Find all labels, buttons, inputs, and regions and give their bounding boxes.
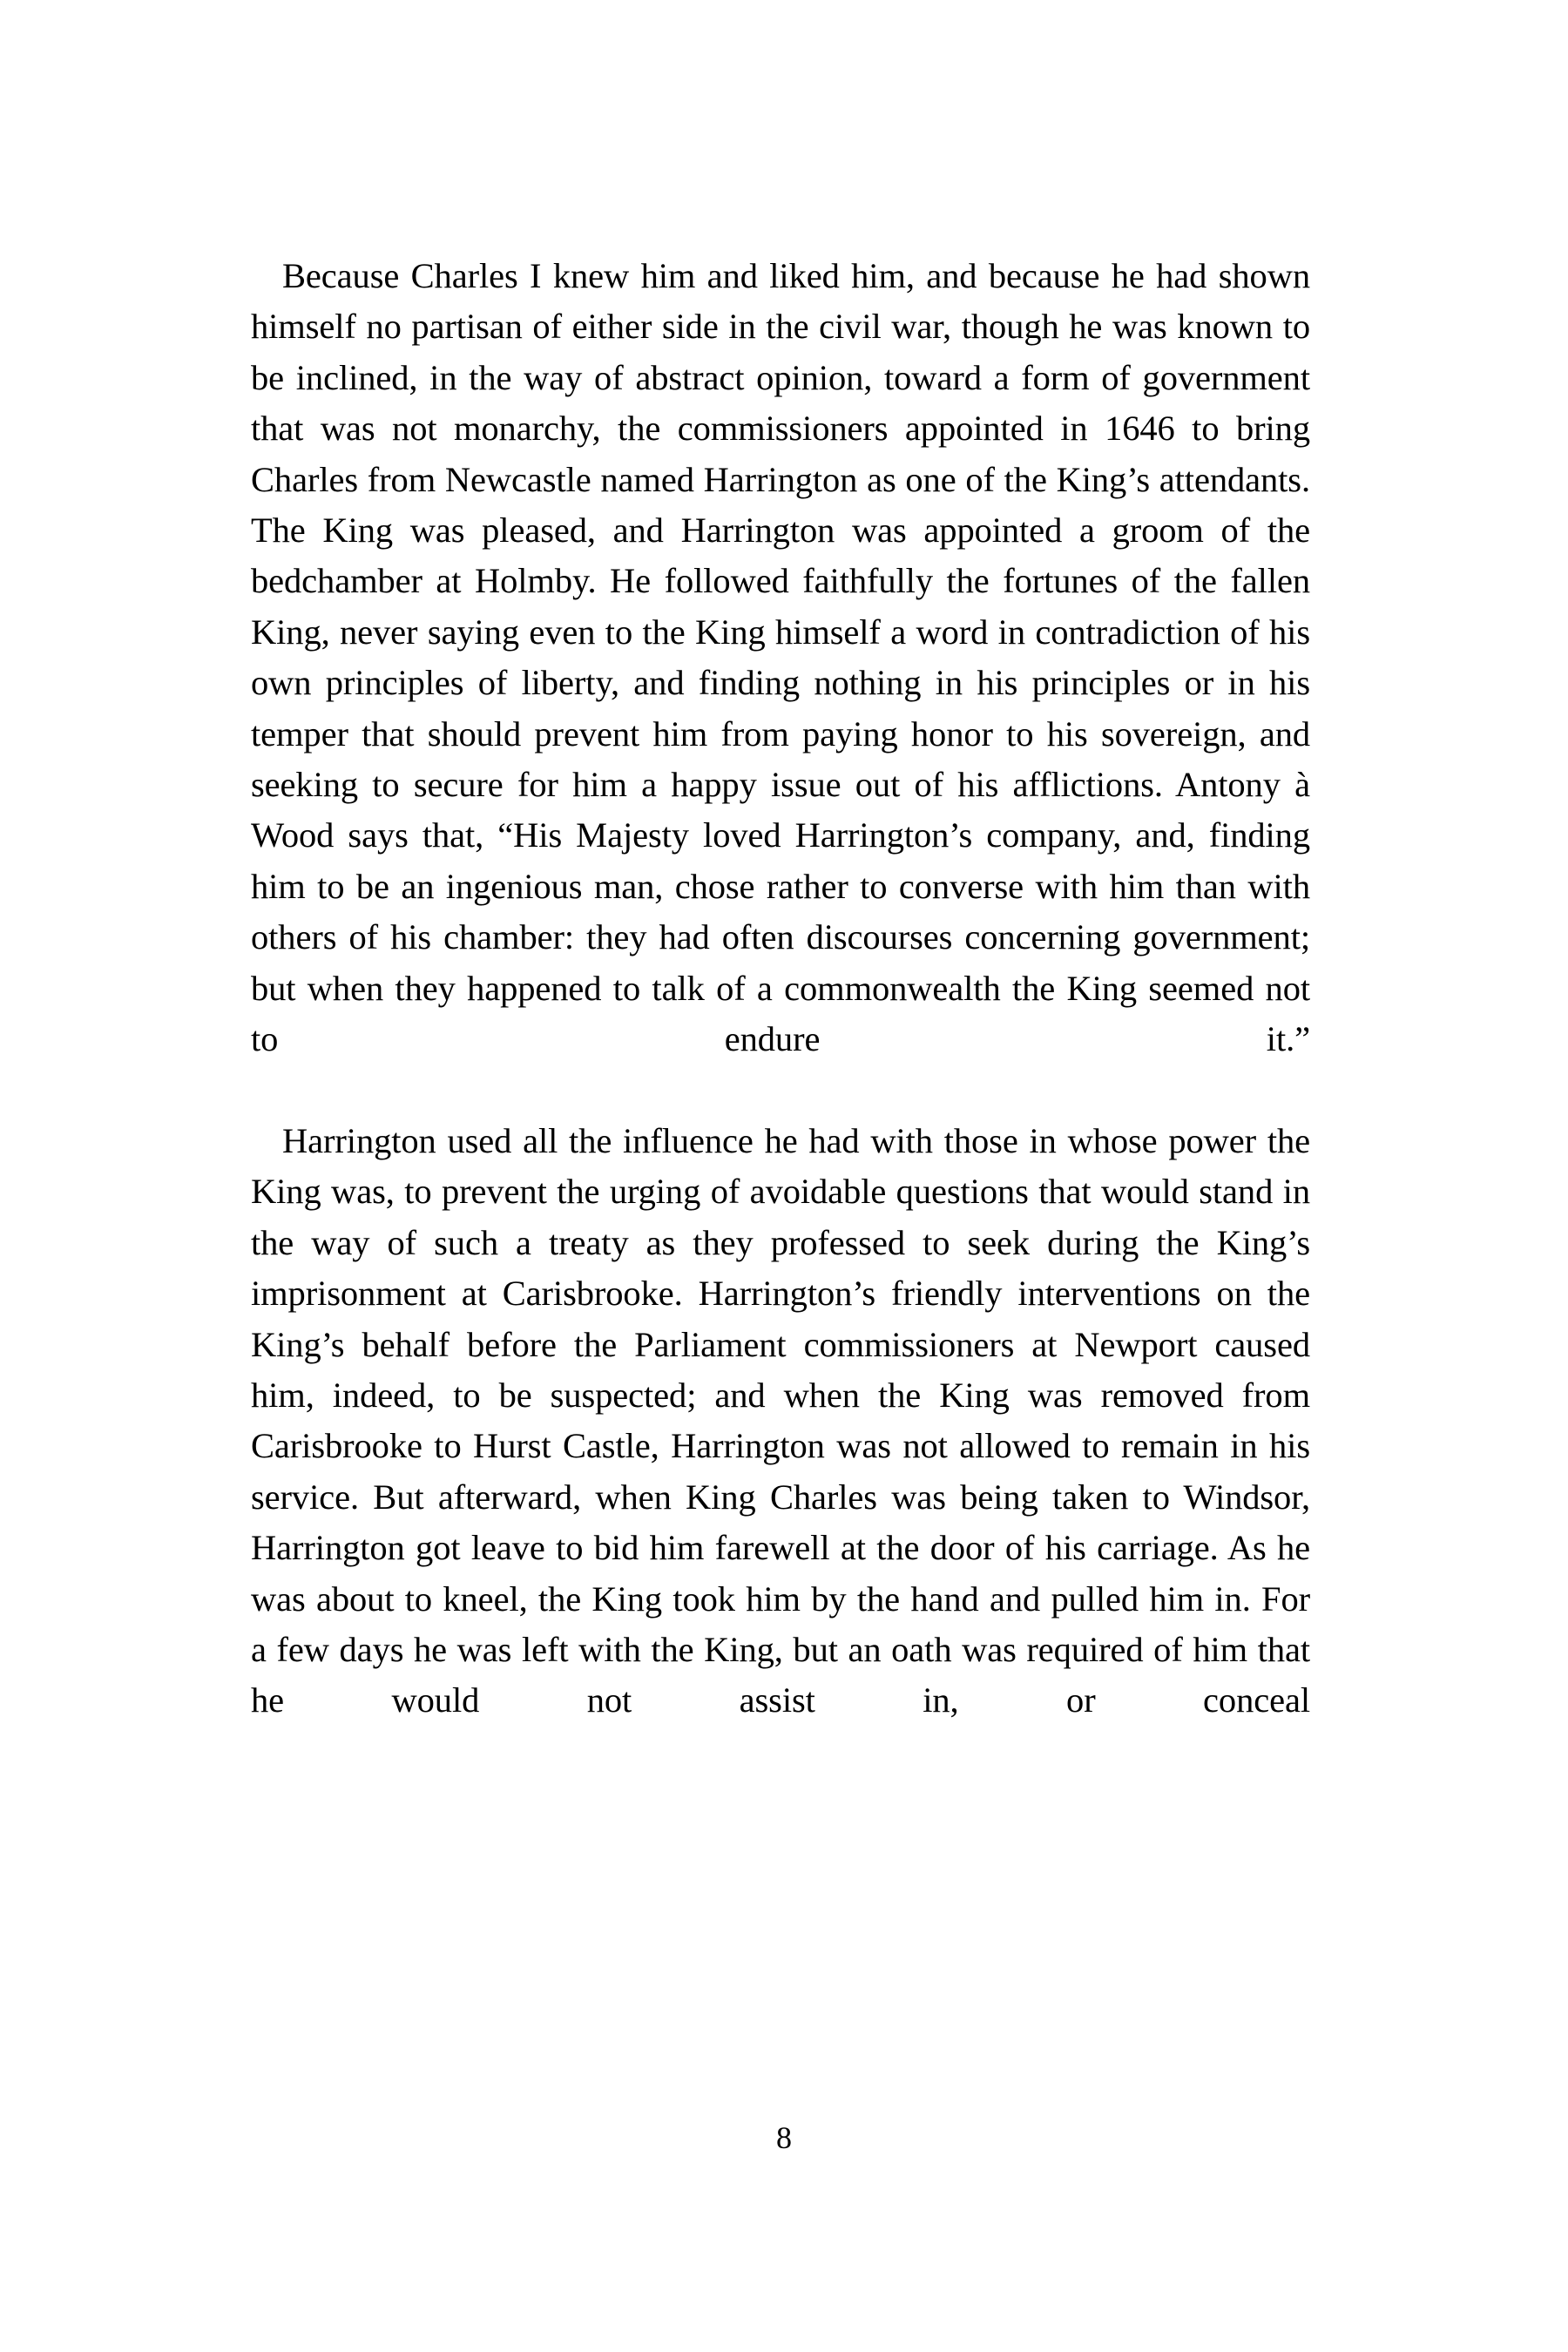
- paragraph-2: [251, 1116, 1310, 1777]
- paragraph-1-text: Because Charles I knew him and liked him, and because he had shown himself no partisan of either side in the civil war, though he was known to be inclined, in the way of abstract opinion, toward a form of government that was not monarchy, the commissioners appointed in 1646 to bring Charles from Newcastle named Harrington as one of the King’s attendants. The King was pleased, and Harrington was appointed a groom of the bedchamber at Holmby. He followed faithfully the fortunes of the fallen King, never saying even to the King himself a word in contradiction of his own principles of liberty, and finding nothing in his principles or in his temper that should prevent him from paying honor to his sovereign, and seeking to secure for him a happy issue out of his afflictions. Antony à Wood says that, “His Majesty loved Harrington’s company, and, finding him to be an ingenious man, chose rather to converse with him than with others of his chamber: they had often discourses concerning government; but when they happened to talk of a commonwealth the King seemed not to endure it.”: [251, 256, 1310, 1059]
- paragraph-1: [251, 251, 1310, 1116]
- paragraph-2-text: Harrington used all the influence he had with those in whose power the King was, to prevent the urging of avoidable questions that would stand in the way of such a treaty as they professed to seek during the King’s imprisonment at Carisbrooke. Harrington’s friendly interventions on the King’s behalf before the Parliament commissioners at Newport caused him, indeed, to be suspected; and when the King was removed from Carisbrooke to Hurst Castle, Harrington was not allowed to remain in his service. But afterward, when King Charles was being taken to Windsor, Harrington got leave to bid him farewell at the door of his carriage. As he was about to kneel, the King took him by the hand and pulled him in. For a few days he was left with the King, but an oath was required of him that he would not assist in, or conceal: [251, 1120, 1310, 1720]
- body-text-block: [251, 251, 1310, 1777]
- page-number: 8: [776, 2120, 792, 2155]
